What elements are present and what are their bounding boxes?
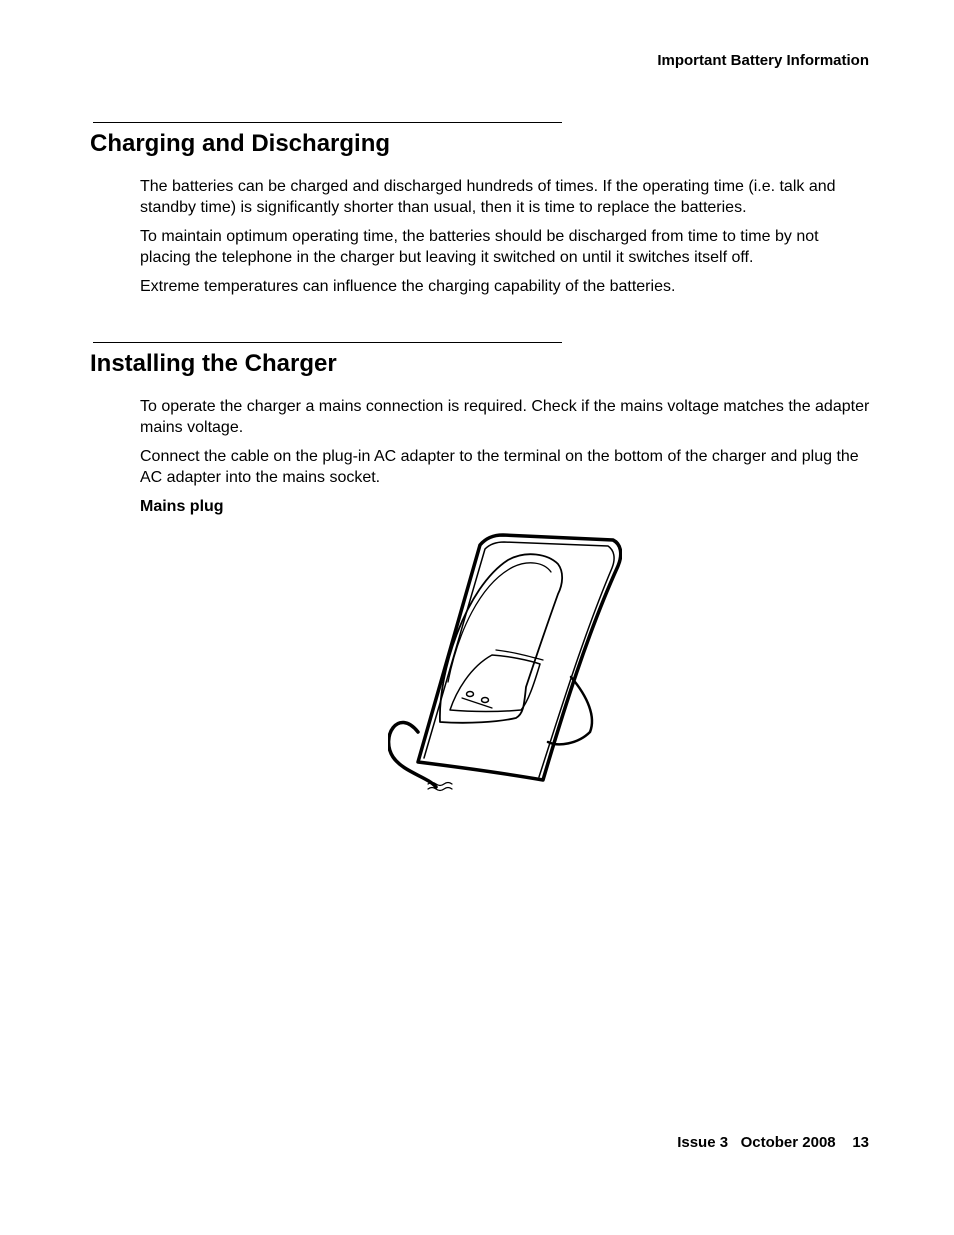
section-heading-charging: Charging and Discharging [90,130,391,157]
footer-issue: Issue 3 [677,1134,729,1151]
paragraph: The batteries can be charged and discharged hundreds of times. If the operating time (i.e. talk and standby time) is significantly shorter than usual, then it is time to replace the batteries. [140,178,836,216]
running-header-title: Important Battery Information [657,52,869,69]
charger-illustration [388,532,622,792]
section-body-installing [140,397,870,527]
paragraph: To operate the charger a mains connection is required. Check if the mains voltage matches the adapter mains voltage. [140,398,870,436]
paragraph: Connect the cable on the plug-in AC adapter to the terminal on the bottom of the charger and plug the AC adapter into the mains socket. [140,448,859,486]
charging-contact [482,698,489,703]
section-divider [93,342,562,343]
charging-contact [467,692,474,697]
paragraph: To maintain optimum operating time, the batteries should be discharged from time to time by not placing the telephone in the charger but leaving it switched on until it switches itself off. [140,228,819,266]
section-body-charging [140,177,870,307]
subheading-mains-plug: Mains plug [140,498,224,515]
section-divider [93,122,562,123]
paragraph: Extreme temperatures can influence the charging capability of the batteries. [140,278,676,295]
contact-slot-line [462,698,492,708]
charger-cable [389,722,436,787]
page-footer [677,1134,869,1151]
section-heading-installing: Installing the Charger [90,350,337,377]
footer-date: October 2008 [740,1134,836,1151]
charger-body-bevel [424,542,614,777]
charger-stand-support [548,677,592,744]
footer-page-number: 13 [852,1134,869,1151]
cable-end-mark [428,788,452,791]
